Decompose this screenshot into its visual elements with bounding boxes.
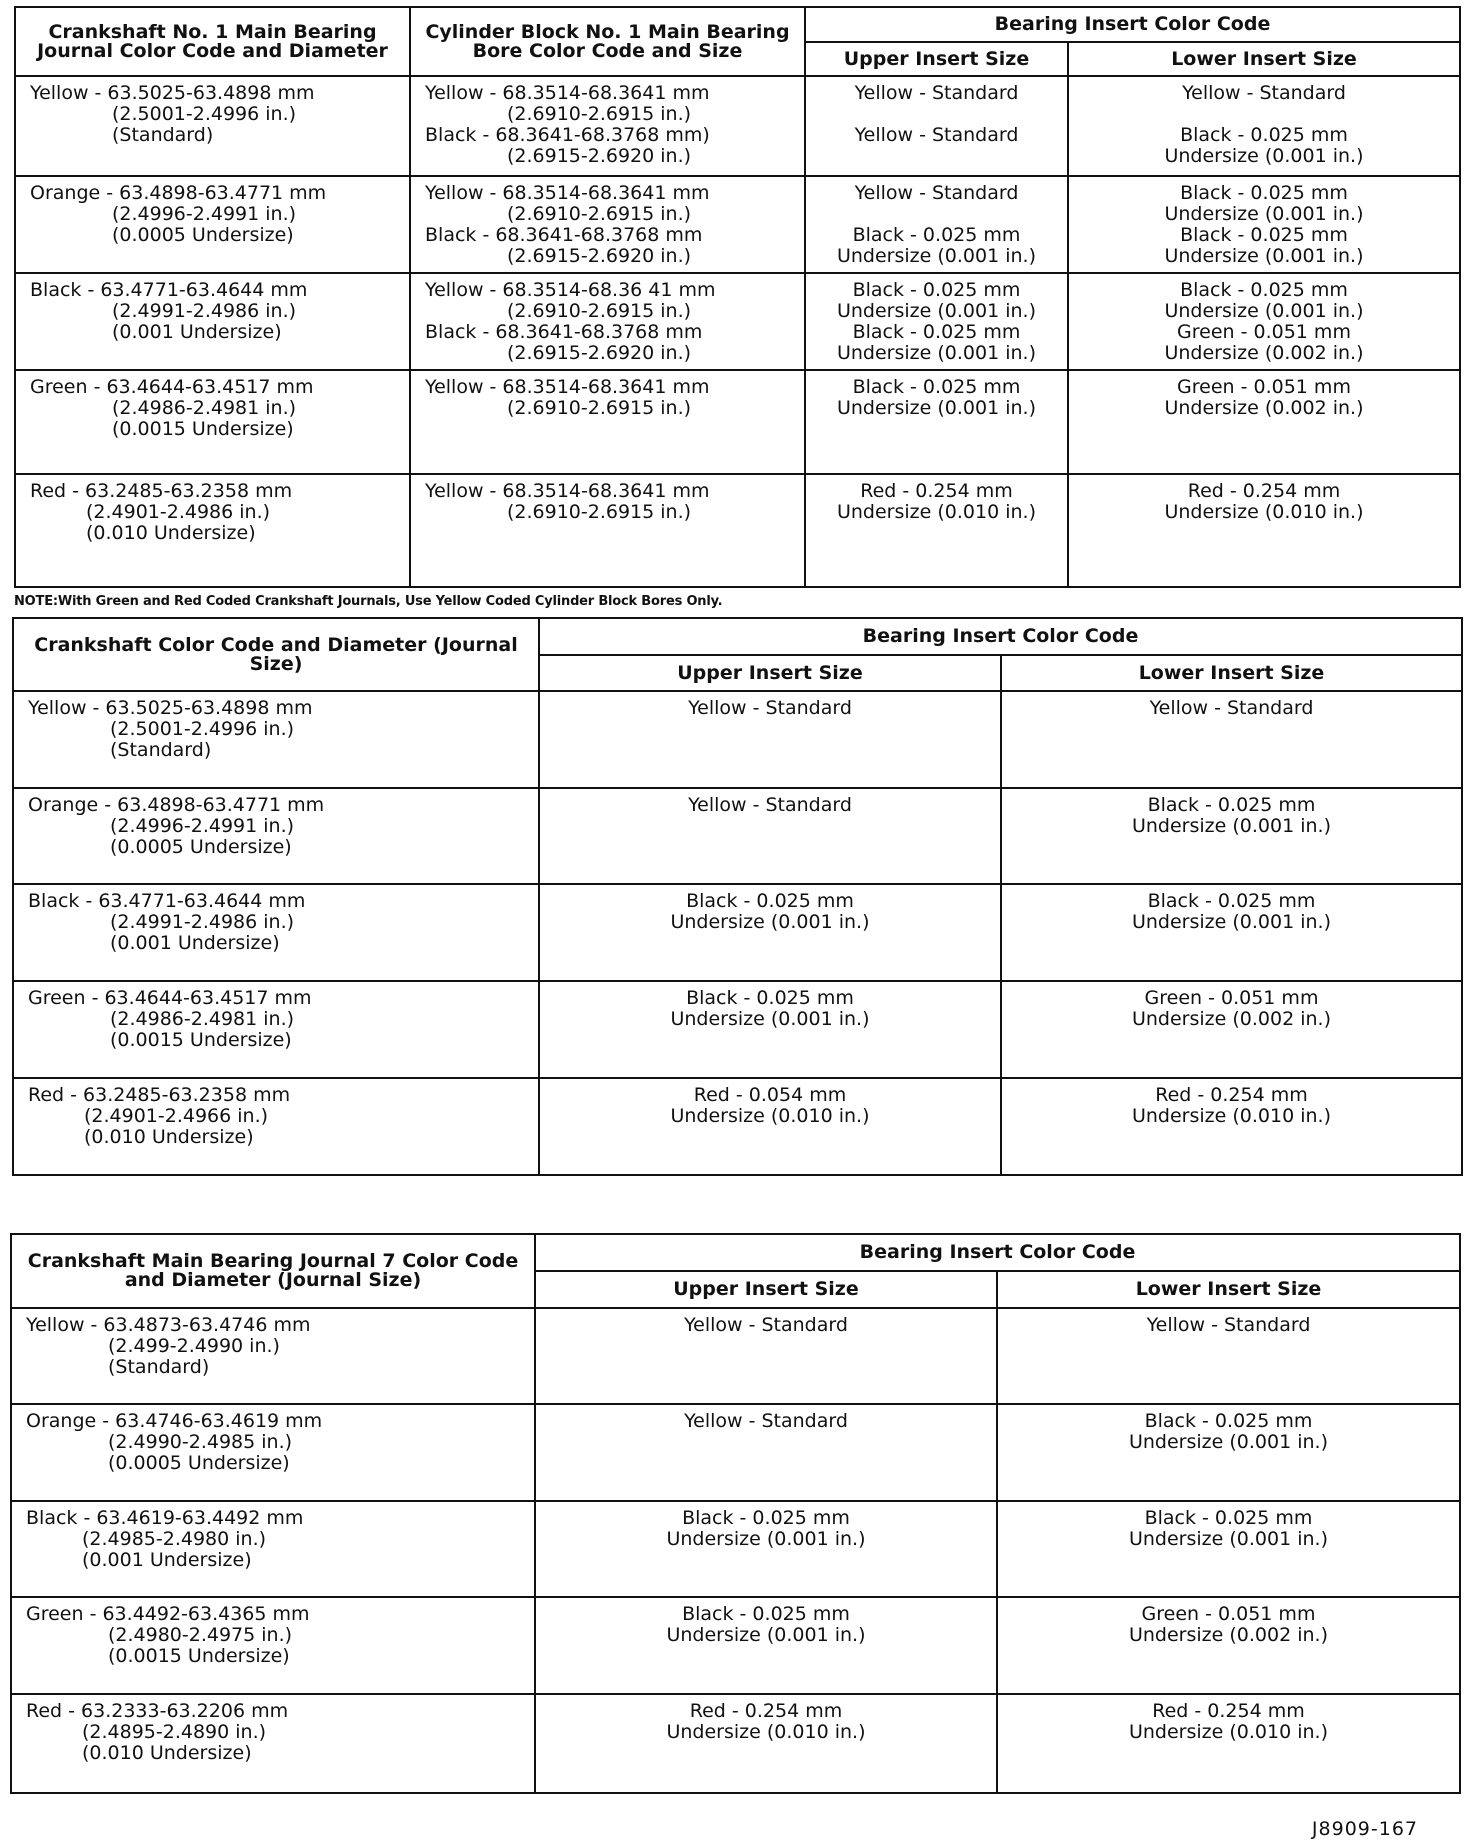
header-line: Color Code and Diameter: [158, 633, 427, 656]
journal-line: Red - 63.2485-63.2358 mm: [30, 480, 293, 502]
lower-line: Black - 0.025 mm: [1144, 1507, 1313, 1529]
journal-line: Yellow - 63.5025-63.4898 mm: [28, 697, 313, 719]
upper-line: Yellow - Standard: [684, 1410, 848, 1432]
t3-journal-cell: [11, 1597, 535, 1694]
t1-journal-cell: [15, 370, 410, 474]
lower-line: Red - 0.254 mm: [1152, 1700, 1305, 1722]
journal-line: (2.5001-2.4996 in.): [112, 103, 297, 125]
journal-line: (2.499-2.4990 in.): [108, 1335, 280, 1357]
table-row: [15, 176, 1460, 273]
lower-line: Yellow - Standard: [1182, 82, 1346, 104]
lower-line: Undersize (0.002 in.): [1164, 342, 1364, 364]
t2-upper-cell: [539, 788, 1001, 884]
journal-line: (2.4901-2.4986 in.): [86, 501, 271, 523]
upper-line: Undersize (0.001 in.): [836, 245, 1036, 267]
lower-line: Undersize (0.010 in.): [1128, 1721, 1328, 1743]
journal-line: Yellow - 63.4873-63.4746 mm: [26, 1314, 311, 1336]
table-row: [11, 1597, 1460, 1694]
table-row: [13, 1078, 1462, 1175]
t1-header-group: Bearing Insert Color Code: [805, 7, 1460, 42]
t3-upper-cell: [535, 1694, 997, 1793]
t1-lower-cell: [1068, 176, 1460, 273]
bore-line: (2.6910-2.6915 in.): [507, 397, 692, 419]
upper-line: Undersize (0.010 in.): [666, 1721, 866, 1743]
table-3-journal-7: [10, 1233, 1461, 1794]
t2-upper-cell: [539, 1078, 1001, 1175]
upper-line: Undersize (0.001 in.): [666, 1528, 866, 1550]
header-line: (Journal Size): [249, 633, 518, 675]
bore-line: (2.6915-2.6920 in.): [507, 342, 692, 364]
t1-header-journal: Crankshaft No. 1 Main Bearing Journal Color Code and Diameter: [15, 7, 410, 76]
t1-header-upper: Upper Insert Size: [805, 42, 1068, 76]
bore-line: Black - 68.3641-68.3768 mm: [425, 224, 703, 246]
t2-upper-cell: [539, 884, 1001, 981]
t3-journal-cell: [11, 1404, 535, 1501]
upper-line: Undersize (0.001 in.): [836, 342, 1036, 364]
table-row: [11, 1404, 1460, 1501]
bore-line: Yellow - 68.3514-68.3641 mm: [425, 480, 710, 502]
t3-header-journal: [11, 1234, 535, 1308]
t1-lower-cell: [1068, 273, 1460, 370]
lower-line: Undersize (0.002 in.): [1128, 1624, 1328, 1646]
t3-journal-cell: [11, 1694, 535, 1793]
t1-journal-cell: [15, 76, 410, 176]
bore-line: (2.6910-2.6915 in.): [507, 501, 692, 523]
upper-line: Undersize (0.001 in.): [836, 300, 1036, 322]
t2-journal-cell: [13, 1078, 539, 1175]
lower-line: Black - 0.025 mm: [1144, 1410, 1313, 1432]
journal-line: (2.4996-2.4991 in.): [110, 815, 295, 837]
journal-line: (2.5001-2.4996 in.): [110, 718, 295, 740]
journal-line: (0.010 Undersize): [86, 522, 256, 544]
t2-header-journal: [13, 618, 539, 691]
t3-lower-cell: [997, 1404, 1460, 1501]
journal-line: (Standard): [110, 739, 212, 761]
lower-line: Black - 0.025 mm: [1180, 182, 1348, 204]
t2-lower-cell: [1001, 1078, 1462, 1175]
t2-journal-cell: [13, 691, 539, 788]
bore-line: Black - 68.3641-68.3768 mm): [425, 124, 710, 146]
t2-upper-cell: [539, 981, 1001, 1078]
journal-line: (0.001 Undersize): [82, 1549, 252, 1571]
journal-line: Red - 63.2333-63.2206 mm: [26, 1700, 289, 1722]
t2-header-lower: Lower Insert Size: [1001, 655, 1462, 691]
journal-line: (0.0005 Undersize): [108, 1452, 290, 1474]
table-row: [15, 273, 1460, 370]
journal-line: Orange - 63.4898-63.4771 mm: [28, 794, 325, 816]
journal-line: Black - 63.4771-63.4644 mm: [28, 890, 306, 912]
journal-line: (0.0005 Undersize): [112, 224, 294, 246]
t1-upper-cell: [805, 474, 1068, 587]
t1-lower-cell: [1068, 474, 1460, 587]
upper-line: Black - 0.025 mm: [682, 1507, 850, 1529]
lower-line: Yellow - Standard: [1149, 697, 1314, 719]
upper-line: Undersize (0.001 in.): [670, 911, 870, 933]
lower-line: Undersize (0.001 in.): [1164, 203, 1364, 225]
journal-line: (2.4996-2.4991 in.): [112, 203, 297, 225]
header-line: Crankshaft: [34, 633, 152, 656]
bore-line: (2.6910-2.6915 in.): [507, 103, 692, 125]
upper-line: Black - 0.025 mm: [682, 1603, 850, 1625]
table-note: NOTE:With Green and Red Coded Crankshaft Journals, Use Yellow Coded Cylinder Block Bores Only.: [14, 594, 723, 609]
upper-line: Yellow - Standard: [854, 124, 1019, 146]
journal-line: (0.010 Undersize): [84, 1126, 254, 1148]
bore-line: (2.6910-2.6915 in.): [507, 203, 692, 225]
lower-line: Black - 0.025 mm: [1147, 794, 1316, 816]
bore-line: (2.6915-2.6920 in.): [507, 245, 692, 267]
t1-journal-cell: [15, 273, 410, 370]
journal-line: Orange - 63.4898-63.4771 mm: [30, 182, 327, 204]
upper-line: Undersize (0.001 in.): [836, 397, 1036, 419]
lower-line: Undersize (0.010 in.): [1131, 1105, 1331, 1127]
t1-bore-cell: [410, 176, 805, 273]
t1-bore-cell: [410, 474, 805, 587]
table-1-main-bearing-journal-and-bore: [14, 6, 1461, 588]
lower-line: Undersize (0.001 in.): [1128, 1431, 1328, 1453]
journal-line: (Standard): [112, 124, 214, 146]
journal-line: Orange - 63.4746-63.4619 mm: [26, 1410, 323, 1432]
table-2-crankshaft-journal: [12, 617, 1463, 1176]
lower-line: Undersize (0.001 in.): [1164, 245, 1364, 267]
lower-line: Undersize (0.001 in.): [1128, 1528, 1328, 1550]
journal-line: (2.4985-2.4980 in.): [82, 1528, 267, 1550]
t3-upper-cell: [535, 1308, 997, 1404]
lower-line: Red - 0.254 mm: [1187, 480, 1341, 502]
journal-line: (2.4980-2.4975 in.): [108, 1624, 293, 1646]
journal-line: Black - 63.4619-63.4492 mm: [26, 1507, 304, 1529]
t1-bore-cell: [410, 370, 805, 474]
journal-line: (2.4986-2.4981 in.): [112, 397, 297, 419]
bore-line: Yellow - 68.3514-68.36 41 mm: [425, 279, 716, 301]
lower-line: Black - 0.025 mm: [1180, 224, 1348, 246]
bore-line: (2.6910-2.6915 in.): [507, 300, 692, 322]
t1-header-bore: Cylinder Block No. 1 Main Bearing Bore Color Code and Size: [410, 7, 805, 76]
journal-line: (2.4901-2.4966 in.): [84, 1105, 269, 1127]
t2-journal-cell: [13, 884, 539, 981]
lower-line: Black - 0.025 mm: [1180, 124, 1348, 146]
upper-line: Black - 0.025 mm: [686, 890, 854, 912]
t1-lower-cell: [1068, 76, 1460, 176]
upper-line: Undersize (0.010 in.): [836, 501, 1036, 523]
t1-lower-cell: [1068, 370, 1460, 474]
upper-line: Undersize (0.010 in.): [670, 1105, 870, 1127]
t2-lower-cell: [1001, 788, 1462, 884]
upper-line: Undersize (0.001 in.): [666, 1624, 866, 1646]
upper-line: Black - 0.025 mm: [686, 987, 854, 1009]
journal-line: (0.0015 Undersize): [110, 1029, 292, 1051]
table-row: [11, 1694, 1460, 1793]
t1-journal-cell: [15, 474, 410, 587]
t3-upper-cell: [535, 1597, 997, 1694]
lower-line: Undersize (0.010 in.): [1164, 501, 1364, 523]
table-row: [13, 691, 1462, 788]
lower-line: Undersize (0.002 in.): [1164, 397, 1364, 419]
table-row: [13, 788, 1462, 884]
t3-upper-cell: [535, 1501, 997, 1597]
journal-line: (0.0005 Undersize): [110, 836, 292, 858]
t2-header-upper: Upper Insert Size: [539, 655, 1001, 691]
t2-upper-cell: [539, 691, 1001, 788]
t1-upper-cell: [805, 370, 1068, 474]
journal-line: (0.0015 Undersize): [112, 418, 294, 440]
table-row: [11, 1501, 1460, 1597]
upper-line: Black - 0.025 mm: [852, 376, 1021, 398]
lower-line: Undersize (0.002 in.): [1131, 1008, 1331, 1030]
journal-line: (2.4991-2.4986 in.): [112, 300, 297, 322]
journal-line: (2.4990-2.4985 in.): [108, 1431, 293, 1453]
header-line: Color Code and Diameter: [124, 1250, 519, 1291]
lower-line: Red - 0.254 mm: [1155, 1084, 1308, 1106]
lower-line: Undersize (0.001 in.): [1164, 300, 1364, 322]
header-line: (Journal Size): [277, 1269, 422, 1291]
t1-header-lower: Lower Insert Size: [1068, 42, 1460, 76]
t3-header-upper: Upper Insert Size: [535, 1271, 997, 1308]
t3-header-group: Bearing Insert Color Code: [535, 1234, 1460, 1271]
journal-line: (2.4895-2.4890 in.): [82, 1721, 267, 1743]
upper-line: Yellow - Standard: [688, 697, 852, 719]
journal-line: Green - 63.4644-63.4517 mm: [28, 987, 312, 1009]
upper-line: Black - 0.025 mm: [852, 279, 1021, 301]
figure-id: J8909-167: [1311, 1818, 1418, 1840]
lower-line: Yellow - Standard: [1146, 1314, 1311, 1336]
lower-line: Undersize (0.001 in.): [1131, 911, 1331, 933]
lower-line: Black - 0.025 mm: [1147, 890, 1316, 912]
journal-line: Red - 63.2485-63.2358 mm: [28, 1084, 291, 1106]
upper-line: Yellow - Standard: [854, 182, 1019, 204]
journal-line: (0.001 Undersize): [110, 932, 280, 954]
table-row: [13, 884, 1462, 981]
journal-line: Green - 63.4492-63.4365 mm: [26, 1603, 310, 1625]
upper-line: Yellow - Standard: [688, 794, 852, 816]
lower-line: Black - 0.025 mm: [1180, 279, 1348, 301]
lower-line: Green - 0.051 mm: [1141, 1603, 1316, 1625]
t1-bore-cell: [410, 76, 805, 176]
upper-line: Black - 0.025 mm: [852, 321, 1021, 343]
t3-lower-cell: [997, 1308, 1460, 1404]
bore-line: Yellow - 68.3514-68.3641 mm: [425, 376, 710, 398]
t2-header-group: Bearing Insert Color Code: [539, 618, 1462, 655]
t3-journal-cell: [11, 1308, 535, 1404]
t1-upper-cell: [805, 176, 1068, 273]
upper-line: Yellow - Standard: [854, 82, 1019, 104]
upper-line: Black - 0.025 mm: [852, 224, 1021, 246]
lower-line: Green - 0.051 mm: [1177, 321, 1351, 343]
t2-journal-cell: [13, 788, 539, 884]
table-row: [15, 370, 1460, 474]
upper-line: Yellow - Standard: [684, 1314, 848, 1336]
table-row: [13, 981, 1462, 1078]
t1-upper-cell: [805, 76, 1068, 176]
journal-line: Green - 63.4644-63.4517 mm: [30, 376, 314, 398]
journal-line: Black - 63.4771-63.4644 mm: [30, 279, 308, 301]
upper-line: Undersize (0.001 in.): [670, 1008, 870, 1030]
lower-line: Undersize (0.001 in.): [1131, 815, 1331, 837]
t3-journal-cell: [11, 1501, 535, 1597]
lower-line: Green - 0.051 mm: [1177, 376, 1351, 398]
journal-line: (0.0015 Undersize): [108, 1645, 290, 1667]
t3-lower-cell: [997, 1694, 1460, 1793]
journal-line: (Standard): [108, 1356, 210, 1378]
journal-line: Yellow - 63.5025-63.4898 mm: [30, 82, 315, 104]
upper-line: Red - 0.254 mm: [689, 1700, 843, 1722]
t3-header-lower: Lower Insert Size: [997, 1271, 1460, 1308]
lower-line: Green - 0.051 mm: [1144, 987, 1319, 1009]
table-row: [15, 76, 1460, 176]
table-row: [15, 474, 1460, 587]
bore-line: Yellow - 68.3514-68.3641 mm: [425, 82, 710, 104]
upper-line: Red - 0.254 mm: [860, 480, 1013, 502]
t3-lower-cell: [997, 1501, 1460, 1597]
upper-line: Red - 0.054 mm: [693, 1084, 847, 1106]
journal-line: (0.001 Undersize): [112, 321, 282, 343]
t2-lower-cell: [1001, 691, 1462, 788]
journal-line: (2.4986-2.4981 in.): [110, 1008, 295, 1030]
t3-lower-cell: [997, 1597, 1460, 1694]
journal-line: (2.4991-2.4986 in.): [110, 911, 295, 933]
bore-line: Yellow - 68.3514-68.3641 mm: [425, 182, 710, 204]
bore-line: (2.6915-2.6920 in.): [507, 145, 692, 167]
table-row: [11, 1308, 1460, 1404]
t1-upper-cell: [805, 273, 1068, 370]
journal-line: (0.010 Undersize): [82, 1742, 252, 1764]
lower-line: Undersize (0.001 in.): [1164, 145, 1364, 167]
t2-lower-cell: [1001, 981, 1462, 1078]
t1-bore-cell: [410, 273, 805, 370]
header-line: Crankshaft Main Bearing Journal 7: [27, 1250, 396, 1272]
t3-upper-cell: [535, 1404, 997, 1501]
t2-journal-cell: [13, 981, 539, 1078]
t2-lower-cell: [1001, 884, 1462, 981]
bore-line: Black - 68.3641-68.3768 mm: [425, 321, 703, 343]
t1-journal-cell: [15, 176, 410, 273]
